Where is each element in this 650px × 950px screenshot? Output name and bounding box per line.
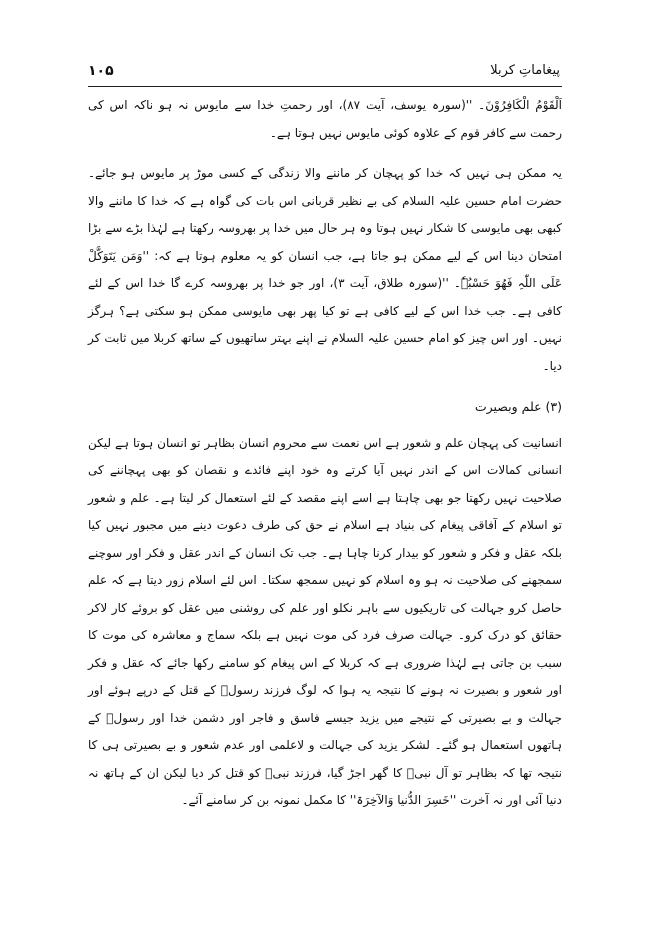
- running-title: پیغاماتِ کربلا: [490, 63, 560, 78]
- page-header: [88, 58, 562, 84]
- paragraph-3: انسانیت کی پہچان علم و شعور ہے اس نعمت سے محروم انسان بظاہر تو انسان ہوتا ہے لیکن انسانی کمالات اس کے اندر نہیں آیا کرتے وہ خود اپنے فائدے و نقصان کو بھی پہچاننے کی صلاحیت نہیں رکھتا جو بھی چاہتا ہے اسے اپنے مقصد کے لئے استعمال کر لیتا ہے۔ علم و شعور تو اسلام کے آفاقی پیغام کی بنیاد ہے اسلام نے حق کی طرف دعوت دینے میں مجبور نہیں کیا بلکہ عقل و فکر و شعور کو بیدار کرنا چاہا ہے۔ جب تک انسان کے اندر عقل و فکر اور سوچنے سمجھنے کی صلاحیت نہ ہو وہ اسلام کو نہیں سمجھ سکتا۔ اس لئے اسلام زور دیتا ہے کہ علم حاصل کرو جہالت کی تاریکیوں سے باہر نکلو اور علم کی روشنی میں عقل کو بروئے کار لاکر حقائق کو درک کرو۔ جہالت صرف فرد کی موت نہیں ہے بلکہ سماج و معاشرہ کی موت کا سبب بن جاتی ہے لہٰذا ضروری ہے کہ کربلا کے اس پیغام کو سامنے رکھا جائے کہ عقل و فکر اور شعور و بصیرت نہ ہونے کا نتیجہ یہ ہوا کہ لوگ فرزند رسولؐ کے قتل کے درپے ہوئے اور جہالت و بے بصیرتی کے نتیجے میں یزید جیسے فاسق و فاجر اور دشمن خدا اور رسولؐ کے ہاتھوں استعمال ہو گئے۔ لشکر یزید کی جہالت و لاعلمی اور عدم شعور و بے بصیرتی ہی کا نتیجہ تھا کہ بظاہر تو آل نبیؐ کا گھر اجڑ گیا، فرزند نبیؐ کو قتل کر دیا لیکن ان کے ہاتھ نہ دنیا آئی اور نہ آخرت ''خَسِرَ الدُّنیا وَالآخِرَۃ'' کا مکمل نمونہ بن کر سامنے آئے۔: [88, 435, 562, 807]
- paragraph-1: اَلْقَوْمُ الْکَافِرُوْنَ۔ ''(سورہ یوسف، آیت ۸۷)، اور رحمتِ خدا سے مایوس نہ ہو ناکہ اس کی رحمت سے کافر قوم کے علاوہ کوئی مایوس نہیں ہوتا ہے۔: [88, 98, 562, 140]
- page-number: ۱۰۵: [88, 63, 114, 79]
- section-heading: (۳) علم وبصیرت: [474, 399, 562, 414]
- paragraph-2: یہ ممکن ہی نہیں کہ خدا کو پہچان کر ماننے والا زندگی کے کسی موڑ پر مایوس ہو جائے۔ حضرت امام حسین علیہ السلام کی بے نظیر قربانی اس بات کی گواہ ہے کہ خدا کا ماننے والا کبھی بھی مایوسی کا شکار نہیں ہوتا وہ ہر حال میں خدا پر بھروسہ رکھتا ہے لہٰذا بڑے سے بڑا امتحان دینا اس کے لیے ممکن ہو جاتا ہے، جب انسان کو یہ معلوم ہوتا ہے کہ: ''وَمَن یَتَوَکَّلْ عَلَی اللّٰہِ فَھُوَ حَسْبُہٗ۔ ''(سورہ طلاق، آیت ۳)، اور جو خدا پر بھروسہ کرے گا خدا اس کے لئے کافی ہے۔ جب خدا اس کے لیے کافی ہے تو کیا پھر بھی مایوسی ممکن ہو سکتی ہے؟ ہرگز نہیں۔ اور اس چیز کو امام حسین علیہ السلام نے اپنے بہتر ساتھیوں کے ساتھ کربلا میں ثابت کر دیا۔: [88, 166, 562, 373]
- page-body: [88, 92, 562, 828]
- header-rule: [88, 86, 562, 87]
